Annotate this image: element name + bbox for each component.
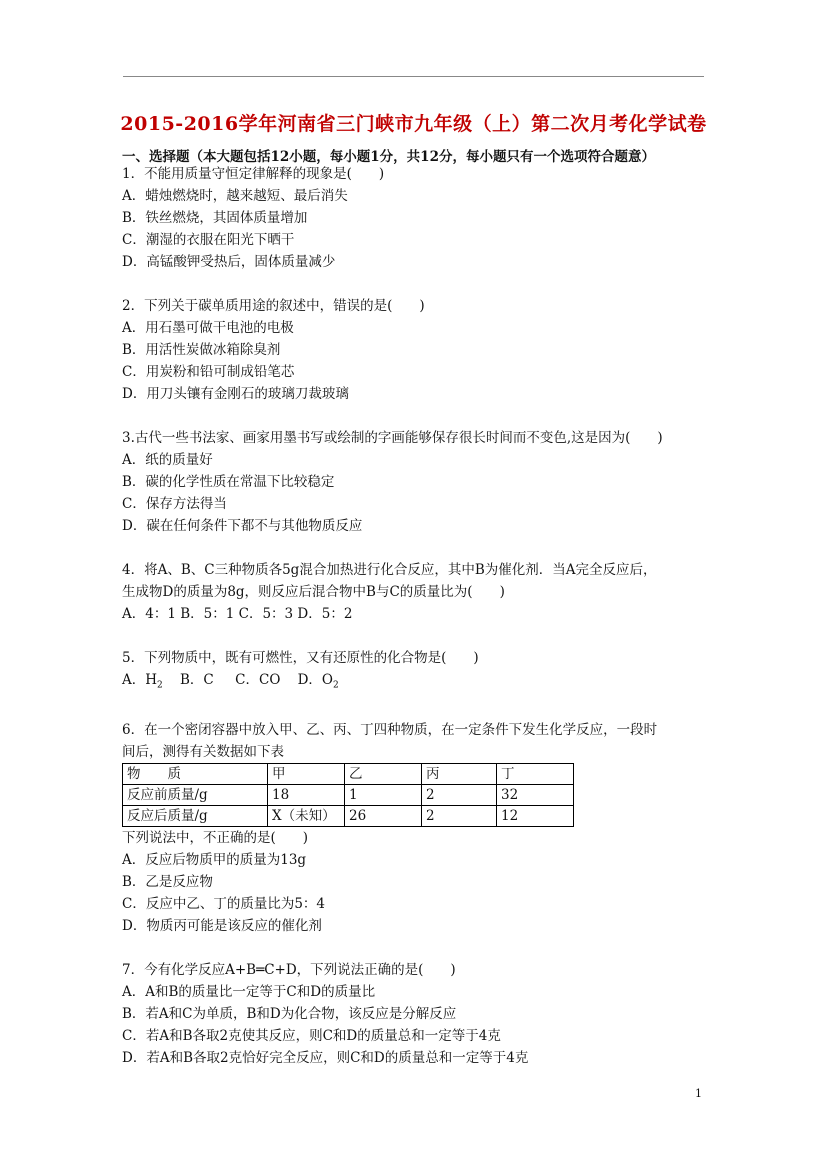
option-d-subscript: 2 (332, 680, 339, 691)
question-1 (122, 163, 712, 273)
table-cell: 反应后质量/g (123, 805, 268, 826)
header-rule (123, 76, 704, 77)
option-d: D．碳在任何条件下都不与其他物质反应 (122, 518, 363, 534)
option-d: D．物质丙可能是该反应的催化剂 (122, 917, 322, 934)
question-5 (122, 647, 712, 697)
table-cell: 26 (345, 805, 422, 826)
question-line: 1．不能用质量守恒定律解释的现象是( ) (122, 166, 385, 182)
question-2 (122, 295, 712, 405)
option-c: C．反应中乙、丁的质量比为5：4 (122, 895, 326, 912)
question-line: 3.古代一些书法家、画家用墨书写或绘制的字画能够保存很长时间而不变色,这是因为( ) (122, 430, 663, 446)
option-a: A．H (122, 672, 158, 688)
options-line (122, 669, 712, 697)
table-row (123, 763, 574, 784)
question-line: 5．下列物质中，既有可燃性，又有还原性的化合物是( ) (122, 650, 479, 666)
option-b: B．用活性炭做冰箱除臭剂 (122, 342, 281, 358)
page-title: 2015-2016学年河南省三门峡市九年级（上）第二次月考化学试卷 (120, 113, 707, 135)
option-c: C．保存方法得当 (122, 496, 227, 512)
questions-body (122, 163, 712, 1069)
option-b: B．乙是反应物 (122, 873, 213, 890)
question-line: 生成物D的质量为8g，则反应后混合物中B与C的质量比为( ) (122, 584, 505, 600)
option-a-subscript: 2 (157, 680, 163, 691)
option-d: D．高锰酸钾受热后，固体质量减少 (122, 254, 336, 270)
option-b: B．碳的化学性质在常温下比较稳定 (122, 474, 335, 490)
table-cell: 32 (497, 784, 574, 805)
option-c: C．CO (235, 672, 281, 688)
question-line: 4．将A、B、C三种物质各5g混合加热进行化合反应，其中B为催化剂．当A完全反应后， (122, 562, 657, 578)
question-4 (122, 559, 712, 625)
table-cell: 物 质 (123, 763, 268, 784)
question-line: 2．下列关于碳单质用途的叙述中，错误的是( ) (122, 298, 425, 314)
option-c: C．若A和B各取2克使其反应，则C和D的质量总和一定等于4克 (122, 1027, 501, 1044)
option-b: B．若A和C为单质，B和D为化合物，该反应是分解反应 (122, 1005, 457, 1022)
table-cell: 2 (422, 805, 497, 826)
table-cell: 甲 (268, 763, 345, 784)
question-line: 下列说法中，不正确的是( ) (122, 829, 309, 846)
options-line: A．4：1 B．5：1 C．5：3 D．5：2 (122, 606, 353, 622)
table-cell: 2 (422, 784, 497, 805)
option-c: C．用炭粉和铅可制成铅笔芯 (122, 364, 295, 380)
option-a: A．蜡烛燃烧时，越来越短、最后消失 (122, 188, 348, 204)
option-d: D．O (297, 672, 333, 688)
table-cell: X（未知） (268, 805, 345, 826)
question-line: 间后，测得有关数据如下表 (122, 743, 284, 760)
section-heading: 一、选择题（本大题包括12小题，每小题1分，共12分，每小题只有一个选项符合题意） (122, 149, 655, 165)
option-a: A．纸的质量好 (122, 452, 213, 468)
question-line: 7．今有化学反应A+B═C+D，下列说法正确的是( ) (122, 961, 456, 978)
option-d: D．若A和B各取2克恰好完全反应，则C和D的质量总和一定等于4克 (122, 1049, 529, 1066)
table-row (123, 784, 574, 805)
option-a: A．用石墨可做干电池的电极 (122, 320, 294, 336)
option-a: A．反应后物质甲的质量为13g (122, 851, 307, 868)
table-cell: 12 (497, 805, 574, 826)
question-3 (122, 427, 712, 537)
page-number: 1 (695, 1087, 702, 1100)
table-cell: 丙 (422, 763, 497, 784)
table-cell: 反应前质量/g (123, 784, 268, 805)
option-b: B．铁丝燃烧，其固体质量增加 (122, 210, 308, 226)
data-table (122, 763, 574, 827)
option-b: B．C (179, 672, 214, 688)
table-cell: 乙 (345, 763, 422, 784)
question-line: 6．在一个密闭容器中放入甲、乙、丙、丁四种物质，在一定条件下发生化学反应，一段时 (122, 721, 658, 738)
question-6 (122, 719, 712, 937)
table-cell: 18 (268, 784, 345, 805)
option-d: D．用刀头镶有金刚石的玻璃刀裁玻璃 (122, 386, 349, 402)
question-7 (122, 959, 712, 1069)
table-cell: 丁 (497, 763, 574, 784)
option-c: C．潮湿的衣服在阳光下晒干 (122, 232, 295, 248)
option-a: A．A和B的质量比一定等于C和D的质量比 (122, 983, 376, 1000)
table-cell: 1 (345, 784, 422, 805)
table-row (123, 805, 574, 826)
